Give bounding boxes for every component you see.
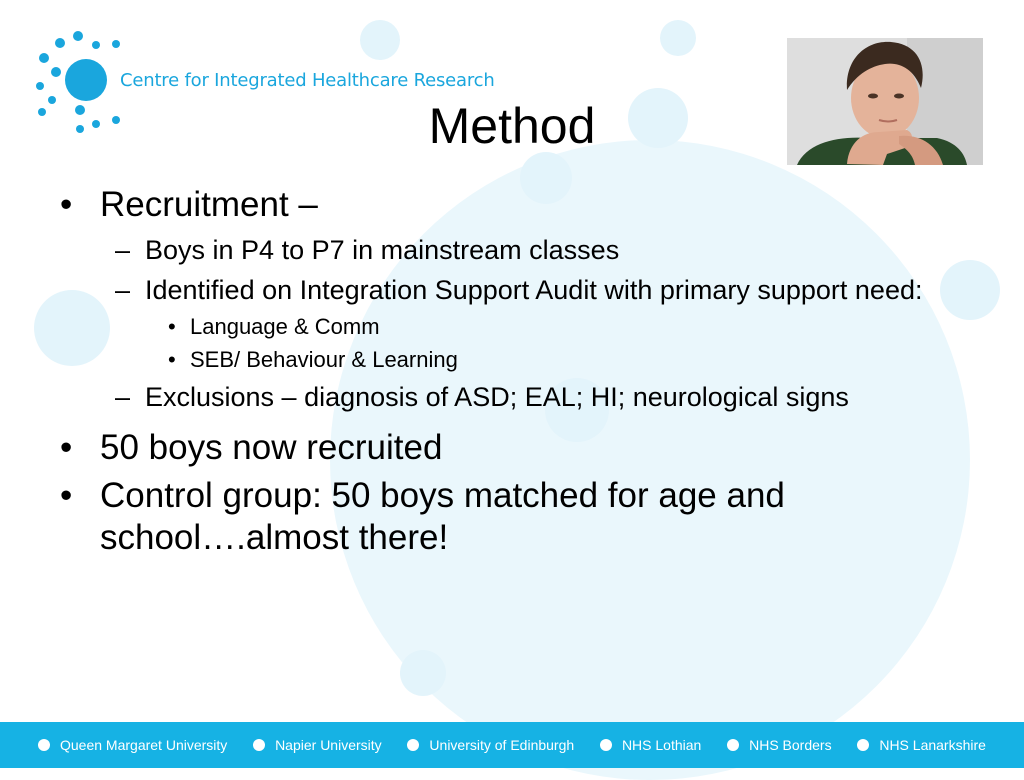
partner-name: NHS Lothian xyxy=(621,737,702,753)
partner-name: Napier University xyxy=(275,737,382,753)
logo-text: Centre for Integrated Healthcare Research xyxy=(120,70,495,91)
footer-partner xyxy=(600,737,701,753)
footer-partner xyxy=(857,737,986,753)
bullet-text: Boys in P4 to P7 in mainstream classes xyxy=(145,235,620,265)
bullet-text: Language & Comm xyxy=(190,314,380,339)
list-item xyxy=(56,475,956,559)
bullet-text: Identified on Integration Support Audit with primary support need: xyxy=(145,275,923,305)
bullet-marker: • xyxy=(60,476,73,515)
dot-icon xyxy=(253,739,265,751)
bullet-marker: • xyxy=(168,347,176,372)
background-bubble xyxy=(400,650,446,696)
footer-partner-bar xyxy=(0,722,1024,768)
dot-icon xyxy=(857,739,869,751)
list-item xyxy=(56,272,956,308)
list-item xyxy=(56,184,956,226)
bullet-list xyxy=(56,184,956,565)
dash-marker: – xyxy=(115,235,131,265)
bullet-text: Control group: 50 boys matched for age and school….almost there! xyxy=(100,476,785,557)
partner-name: NHS Borders xyxy=(749,737,832,753)
background-bubble xyxy=(360,20,400,60)
slide-title: Method xyxy=(428,98,596,154)
partner-name: NHS Lanarkshire xyxy=(879,737,986,753)
bullet-text: 50 boys now recruited xyxy=(100,428,443,467)
background-bubble xyxy=(660,20,696,56)
bullet-marker: • xyxy=(60,428,73,467)
dash-marker: – xyxy=(115,275,131,305)
bullet-marker: • xyxy=(168,314,176,339)
footer-partner xyxy=(38,737,227,753)
footer-partner xyxy=(407,737,574,753)
dash-marker: – xyxy=(115,382,131,412)
bullet-text: Exclusions – diagnosis of ASD; EAL; HI; neurological signs xyxy=(145,382,849,412)
list-item xyxy=(56,232,956,268)
footer-partner xyxy=(727,737,831,753)
footer-partner xyxy=(253,737,382,753)
partner-name: University of Edinburgh xyxy=(429,737,575,753)
bullet-text: SEB/ Behaviour & Learning xyxy=(190,347,458,372)
bullet-text: Recruitment – xyxy=(100,185,318,224)
list-item xyxy=(56,427,956,469)
dot-icon xyxy=(600,739,612,751)
list-item xyxy=(56,345,956,375)
bullet-marker: • xyxy=(60,185,73,224)
dot-icon xyxy=(407,739,419,751)
list-item xyxy=(56,379,956,415)
dot-icon xyxy=(727,739,739,751)
list-item xyxy=(56,312,956,342)
partner-name: Queen Margaret University xyxy=(60,737,228,753)
dot-icon xyxy=(38,739,50,751)
